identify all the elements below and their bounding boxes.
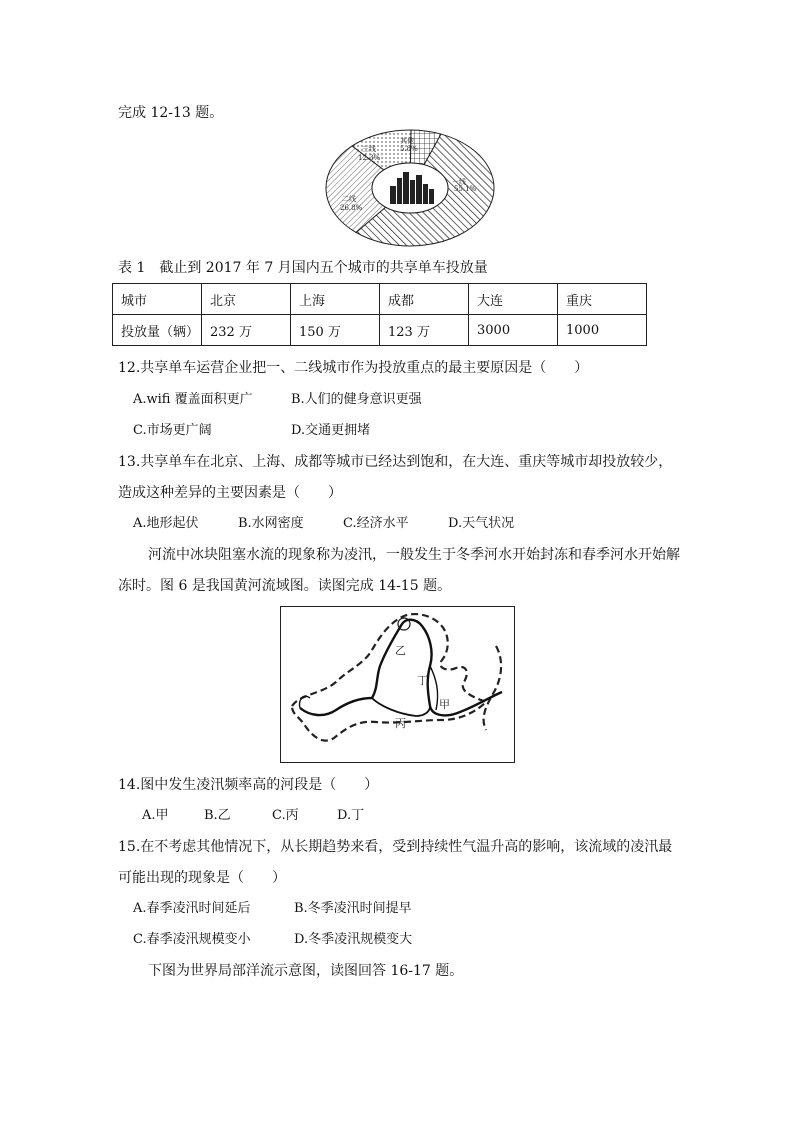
q14-option-b: B.乙 xyxy=(204,808,231,823)
q13-option-d: D.天气状况 xyxy=(448,516,515,531)
table-cell: 北京 xyxy=(202,284,291,315)
intro-12-13: 完成 12-13 题。 xyxy=(118,105,224,121)
q12-option-b: B.人们的健身意识更强 xyxy=(291,392,422,407)
q13-option-c: C.经济水平 xyxy=(343,516,409,531)
map-label-jia: 甲 xyxy=(439,698,450,711)
intro-16-17: 下图为世界局部洋流示意图，读图回答 16-17 题。 xyxy=(148,963,464,979)
q14-option-c: C.丙 xyxy=(272,808,299,823)
table-cell: 成都 xyxy=(380,284,469,315)
passage-14-15-line1: 河流中冰块阻塞水流的现象称为凌汛，一般发生于冬季河水开始封冻和春季河水开始解 xyxy=(148,547,680,563)
map-label-bing: 丙 xyxy=(395,717,406,730)
map-label-yi: 乙 xyxy=(395,644,406,657)
slice-value-tier2: 26.8% xyxy=(340,204,363,212)
q12-option-d: D.交通更拥堵 xyxy=(291,423,371,438)
table-cell: 城市 xyxy=(113,284,202,315)
q13-stem-line1: 13.共享单车在北京、上海、成都等城市已经达到饱和，在大连、重庆等城市却投放较少， xyxy=(118,454,673,470)
q15-stem-line2: 可能出现的现象是（ ） xyxy=(118,870,286,886)
slice-label-tier3: 三线 xyxy=(362,145,376,153)
table-cell: 150 万 xyxy=(291,315,380,346)
q15-option-a: A.春季凌汛时间延后 xyxy=(133,901,251,916)
q13-option-b: B.水网密度 xyxy=(238,516,304,531)
q14-stem: 14.图中发生凌汛频率高的河段是（ ） xyxy=(118,777,379,793)
q15-option-d: D.冬季凌汛规模变大 xyxy=(294,932,413,947)
q12-option-c: C.市场更广阔 xyxy=(133,423,212,438)
map-label-ding: 丁 xyxy=(417,674,428,687)
slice-label-other: 其他 xyxy=(400,137,414,145)
slice-value-tier3: 12.3% xyxy=(358,154,381,162)
table-cell: 大连 xyxy=(469,284,558,315)
table-cell: 1000 xyxy=(558,315,647,346)
table-cell: 232 万 xyxy=(202,315,291,346)
table-cell: 123 万 xyxy=(380,315,469,346)
yellow-river-basin-map xyxy=(280,606,515,763)
bike-distribution-donut-chart xyxy=(324,128,496,248)
bike-volume-table xyxy=(112,283,647,346)
table-cell: 上海 xyxy=(291,284,380,315)
q15-option-c: C.春季凌汛规模变小 xyxy=(133,932,251,947)
table-cell: 3000 xyxy=(469,315,558,346)
table-cell: 重庆 xyxy=(558,284,647,315)
q12-option-a: A.wifi 覆盖面积更广 xyxy=(133,392,253,407)
q15-option-b: B.冬季凌汛时间提早 xyxy=(294,901,412,916)
q14-option-d: D.丁 xyxy=(337,808,365,823)
table1-caption: 表 1 截止到 2017 年 7 月国内五个城市的共享单车投放量 xyxy=(118,260,488,276)
table-cell: 投放量（辆） xyxy=(113,315,202,346)
table-row xyxy=(113,315,647,346)
slice-label-tier1: 一线 xyxy=(452,178,466,186)
q12-stem: 12.共享单车运营企业把一、二线城市作为投放重点的最主要原因是（ ） xyxy=(118,360,589,376)
q13-stem-line2: 造成这种差异的主要因素是（ ） xyxy=(118,485,342,501)
slice-value-tier1: 55.1% xyxy=(454,185,477,193)
q13-option-a: A.地形起伏 xyxy=(133,516,199,531)
table-header-row xyxy=(113,284,647,315)
q14-option-a: A.甲 xyxy=(142,808,169,823)
slice-value-other: 5.8% xyxy=(400,145,418,153)
passage-14-15-line2: 冻时。图 6 是我国黄河流域图。读图完成 14-15 题。 xyxy=(118,578,452,594)
slice-label-tier2: 二线 xyxy=(342,195,356,203)
q15-stem-line1: 15.在不考虑其他情况下，从长期趋势来看，受到持续性气温升高的影响，该流域的凌汛最 xyxy=(118,839,673,855)
